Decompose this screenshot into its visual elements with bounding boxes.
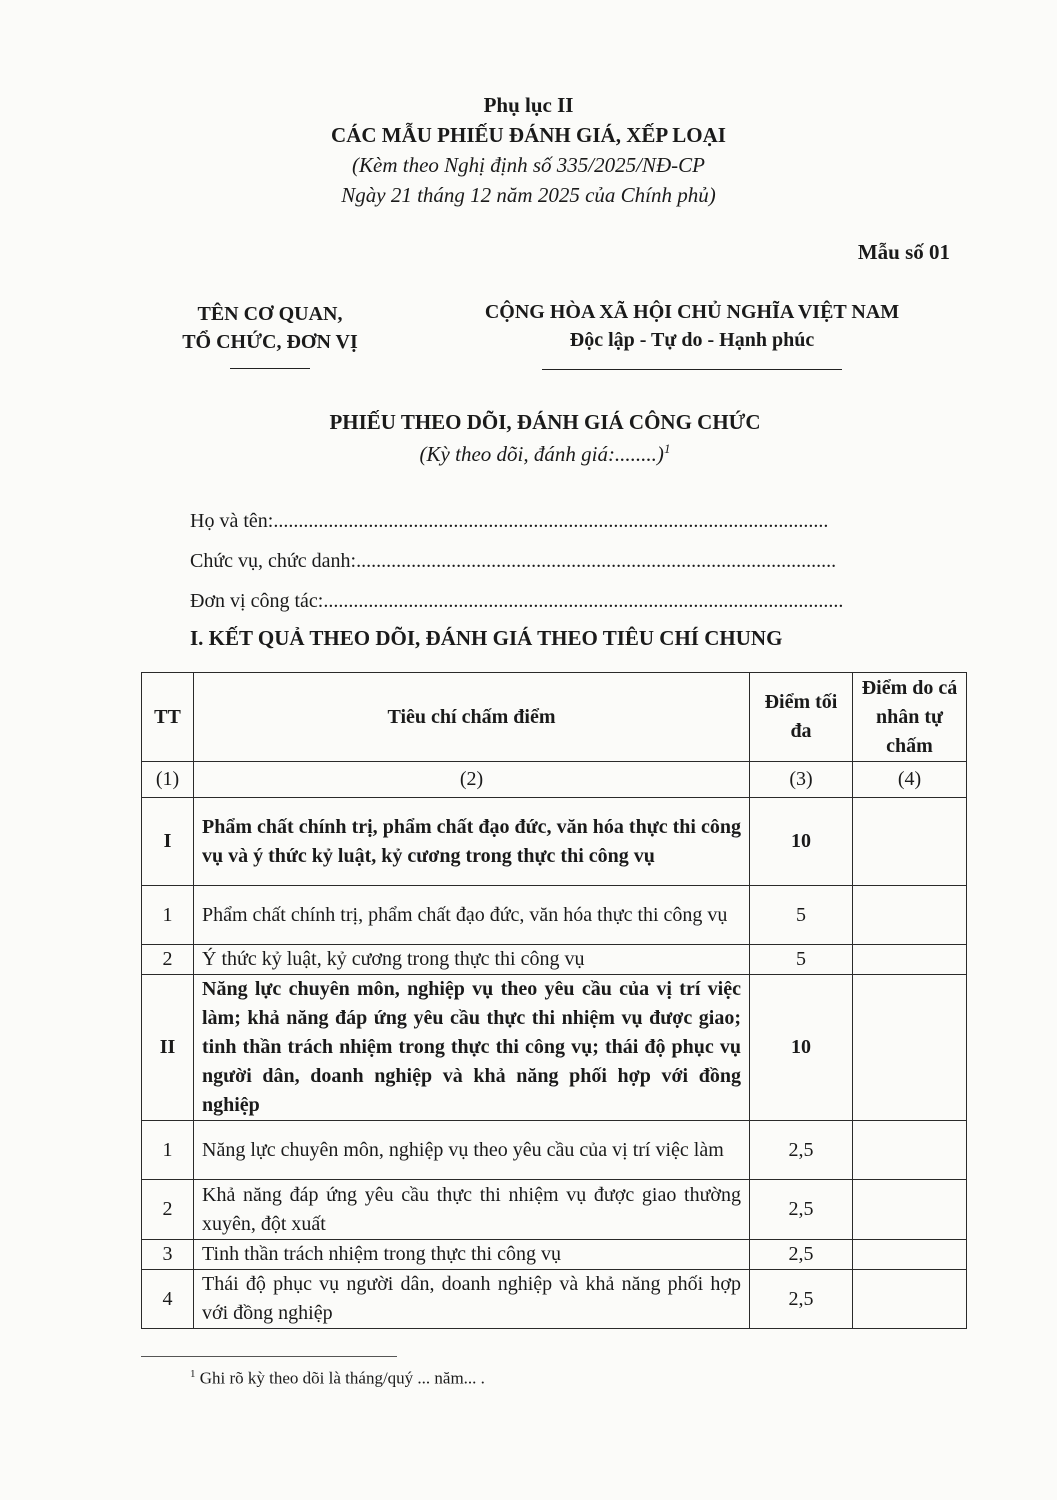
col-number-2: (2): [194, 762, 750, 798]
row-self-score-cell[interactable]: [853, 1270, 967, 1329]
name-field[interactable]: [190, 510, 950, 533]
national-motto-block: [432, 298, 952, 354]
row-tt: I: [142, 798, 194, 886]
table-row: [142, 1121, 967, 1180]
table-row: [142, 798, 967, 886]
agency-block: [150, 300, 390, 356]
column-number-row: [142, 762, 967, 798]
unit-field-dots: ........................................................................................................: [323, 590, 844, 612]
row-max-score: 2,5: [750, 1270, 853, 1329]
row-tt: 2: [142, 1180, 194, 1240]
footnote-number: 1: [190, 1368, 196, 1380]
row-criterion: Thái độ phục vụ người dân, doanh nghiệp và khả năng phối hợp với đồng nghiệp: [194, 1270, 750, 1329]
row-max-score: 2,5: [750, 1121, 853, 1180]
row-criterion: Khả năng đáp ứng yêu cầu thực thi nhiệm vụ được giao thường xuyên, đột xuất: [194, 1180, 750, 1240]
form-number: Mẫu số 01: [857, 240, 950, 264]
name-field-dots: ...............................................................................................................: [273, 510, 829, 532]
national-motto: Độc lập - Tự do - Hạnh phúc: [569, 329, 815, 351]
header-self-score: Điểm do cá nhân tự chấm: [853, 673, 967, 762]
row-criterion: Năng lực chuyên môn, nghiệp vụ theo yêu cầu của vị trí việc làm: [194, 1121, 750, 1180]
decree-reference-line-1: (Kèm theo Nghị định số 335/2025/NĐ-CP: [352, 153, 705, 177]
col-number-1: (1): [142, 762, 194, 798]
row-self-score-cell[interactable]: [853, 1121, 967, 1180]
table-row: [142, 1180, 967, 1240]
footnote-separator: [141, 1356, 397, 1357]
row-max-score: 5: [750, 945, 853, 975]
row-tt: 2: [142, 945, 194, 975]
col-number-3: (3): [750, 762, 853, 798]
table-row: [142, 1240, 967, 1270]
position-field-dots: ................................................................................................: [356, 550, 837, 572]
position-field-label: Chức vụ, chức danh:: [190, 550, 357, 572]
row-tt: 1: [142, 886, 194, 945]
row-criterion: Tinh thần trách nhiệm trong thực thi công vụ: [194, 1240, 750, 1270]
table-row: [142, 1270, 967, 1329]
header-max-score: Điểm tối đa: [750, 673, 853, 762]
name-field-label: Họ và tên:: [190, 510, 274, 532]
row-criterion: Năng lực chuyên môn, nghiệp vụ theo yêu cầu của vị trí việc làm; khả năng đáp ứng yêu cầu thực thi nhiệm vụ được giao; tinh thần trách nhiệm trong thực thi công vụ; thái độ phục vụ người dân, doanh nghiệp và khả năng phối hợp với đồng nghiệp: [194, 975, 750, 1121]
footnote: [190, 1368, 485, 1389]
row-self-score-cell[interactable]: [853, 975, 967, 1121]
unit-field[interactable]: [190, 590, 950, 613]
table-row: [142, 886, 967, 945]
row-max-score: 5: [750, 886, 853, 945]
row-criterion: Phẩm chất chính trị, phẩm chất đạo đức, văn hóa thực thi công vụ và ý thức kỷ luật, kỷ cương trong thực thi công vụ: [194, 798, 750, 886]
row-tt: 4: [142, 1270, 194, 1329]
header-criterion: Tiêu chí chấm điểm: [194, 673, 750, 762]
row-max-score: 10: [750, 975, 853, 1121]
row-tt: II: [142, 975, 194, 1121]
row-criterion: Ý thức kỷ luật, kỷ cương trong thực thi công vụ: [194, 945, 750, 975]
section-title: I. KẾT QUẢ THEO DÕI, ĐÁNH GIÁ THEO TIÊU CHÍ CHUNG: [190, 626, 783, 650]
table-header-row: [142, 673, 967, 762]
row-self-score-cell[interactable]: [853, 945, 967, 975]
agency-line-1: TÊN CƠ QUAN,: [197, 303, 343, 325]
row-max-score: 10: [750, 798, 853, 886]
row-self-score-cell[interactable]: [853, 886, 967, 945]
footnote-text: Ghi rõ kỳ theo dõi là tháng/quý ... năm... .: [199, 1368, 485, 1388]
row-tt: 1: [142, 1121, 194, 1180]
row-max-score: 2,5: [750, 1240, 853, 1270]
unit-field-label: Đơn vị công tác:: [190, 590, 324, 612]
table-row: [142, 945, 967, 975]
agency-line-2: TỔ CHỨC, ĐƠN VỊ: [182, 331, 358, 353]
row-criterion: Phẩm chất chính trị, phẩm chất đạo đức, văn hóa thực thi công vụ: [194, 886, 750, 945]
row-max-score: 2,5: [750, 1180, 853, 1240]
form-period: [0, 441, 1057, 467]
agency-underline: [230, 368, 310, 369]
criteria-table: [141, 672, 967, 1329]
col-number-4: (4): [853, 762, 967, 798]
decree-reference-line-2: Ngày 21 tháng 12 năm 2025 của Chính phủ): [341, 183, 716, 207]
form-title: PHIẾU THEO DÕI, ĐÁNH GIÁ CÔNG CHỨC: [329, 410, 761, 434]
appendix-label: Phụ lục II: [483, 93, 574, 117]
appendix-title: CÁC MẪU PHIẾU ĐÁNH GIÁ, XẾP LOẠI: [331, 123, 726, 147]
row-self-score-cell[interactable]: [853, 798, 967, 886]
national-title: CỘNG HÒA XÃ HỘI CHỦ NGHĨA VIỆT NAM: [484, 301, 900, 323]
footnote-ref: 1: [663, 441, 671, 456]
motto-underline: [542, 369, 842, 370]
row-self-score-cell[interactable]: [853, 1240, 967, 1270]
table-row: [142, 975, 967, 1121]
row-tt: 3: [142, 1240, 194, 1270]
form-period-text: (Kỳ theo dõi, đánh giá:........): [419, 442, 664, 466]
document-header: [0, 90, 1057, 210]
row-self-score-cell[interactable]: [853, 1180, 967, 1240]
position-field[interactable]: [190, 550, 950, 573]
header-tt: TT: [142, 673, 194, 762]
